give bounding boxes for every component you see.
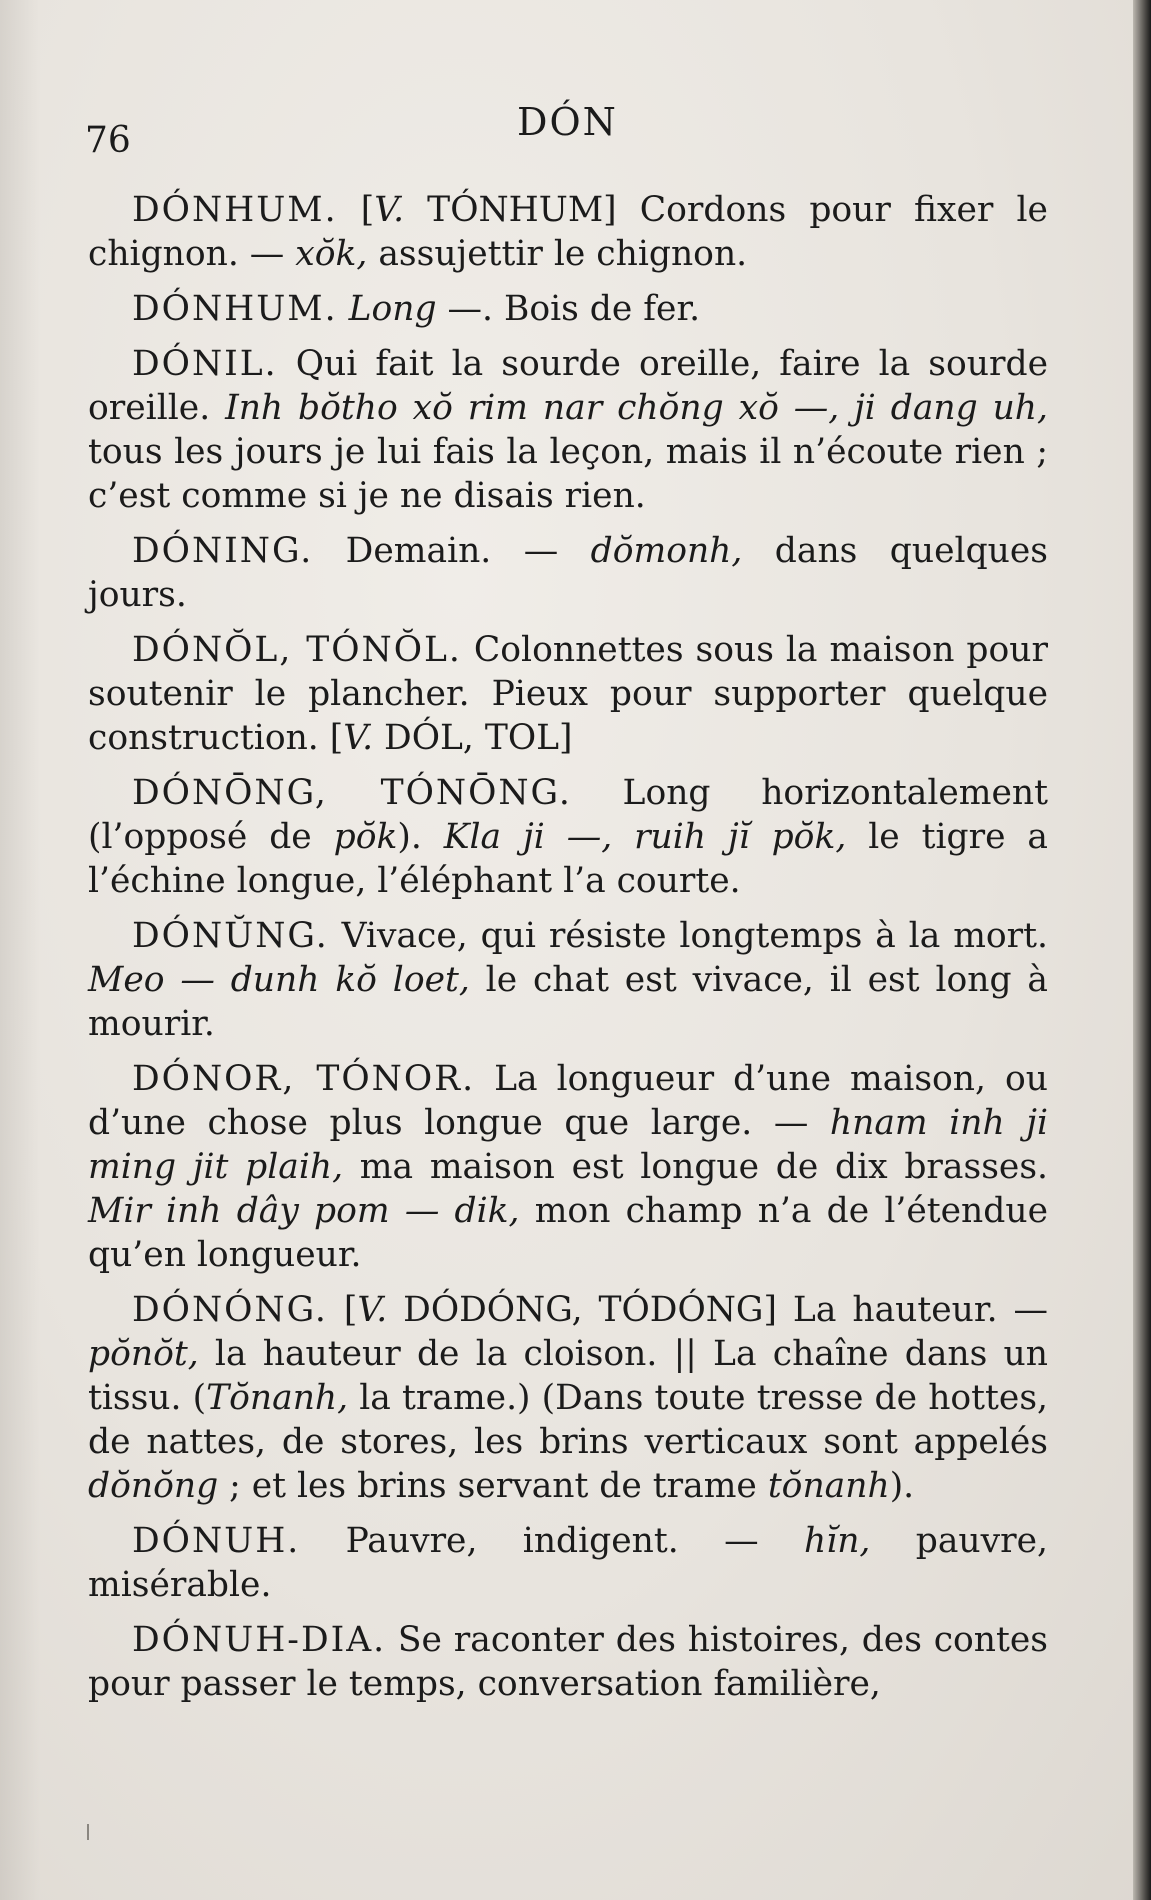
- entry-italic-text: V.: [343, 718, 374, 758]
- entry-text: Vivace, qui résiste longtemps à la mort.: [328, 916, 1048, 956]
- entry-italic-text: pŏk: [333, 817, 398, 857]
- entry-text: ma maison est longue de dix brasses.: [343, 1147, 1048, 1187]
- entry-italic-text: hĭn,: [803, 1521, 871, 1561]
- entry-text: DÓDÓNG, TÓDÓNG] La hauteur. —: [387, 1290, 1048, 1330]
- dictionary-entry: [88, 628, 1048, 760]
- entry-text: Long horizontalement (l’opposé de: [88, 773, 1048, 857]
- book-spine-shadow: [1133, 0, 1151, 1900]
- page-number: 76: [85, 120, 131, 161]
- entry-headword: DÓNUH.: [132, 1521, 301, 1561]
- entry-text: Demain. —: [313, 531, 591, 571]
- page-header: [85, 92, 1045, 161]
- entry-text: —. Bois de fer.: [436, 289, 701, 329]
- entry-headword: DÓNHUM.: [132, 289, 338, 329]
- entry-headword: DÓNŎL, TÓNŎL.: [132, 630, 462, 670]
- entry-headword: DÓNIL.: [132, 344, 278, 384]
- entry-text: mon champ n’a de l’étendue qu’en longueur.: [88, 1191, 1048, 1275]
- entry-italic-text: Long: [348, 289, 437, 329]
- dictionary-entry: [88, 1618, 1048, 1706]
- dictionary-entry: [88, 287, 1048, 331]
- dictionary-entry: [88, 1288, 1048, 1508]
- entry-text: Pauvre, indigent. —: [300, 1521, 804, 1561]
- entry-headword: DÓNING.: [132, 531, 314, 571]
- entry-italic-text: V.: [374, 190, 405, 230]
- dictionary-entry: [88, 914, 1048, 1046]
- entry-text: [: [337, 190, 375, 230]
- entry-text: tous les jours je lui fais la leçon, mais il n’écoute rien ; c’est comme si je ne disais rien.: [88, 432, 1048, 516]
- entry-text: [: [327, 1290, 358, 1330]
- entry-headword: DÓNŌNG, TÓNŌNG.: [132, 773, 572, 813]
- entry-italic-text: dŏmonh,: [590, 531, 743, 571]
- entry-text: ; et les brins servant de trame: [218, 1466, 768, 1506]
- entry-headword: DÓNÓNG.: [132, 1290, 328, 1330]
- entry-italic-text: hnam inh ji ming jit plaih,: [88, 1103, 1048, 1187]
- entry-text: le chat est vivace, il est long à mourir.: [88, 960, 1048, 1044]
- entry-headword: DÓNHUM.: [132, 190, 338, 230]
- entry-text: assujettir le chignon.: [367, 234, 748, 274]
- entry-italic-text: dŏnŏng: [88, 1466, 219, 1506]
- entry-text: [338, 289, 349, 329]
- page-mark: [87, 1824, 89, 1840]
- entry-text: Se raconter des histoires, des contes pour passer le temps, conversation familière,: [88, 1620, 1048, 1704]
- entry-text: la trame.) (Dans toute tresse de hottes, de nattes, de stores, les brins verticaux sont appelés: [88, 1378, 1048, 1462]
- entry-text: la hauteur de la cloison. || La chaîne dans un tissu. (: [88, 1334, 1048, 1418]
- entry-text: le tigre a l’échine longue, l’éléphant l’a courte.: [88, 817, 1048, 901]
- entry-italic-text: Inh bŏtho xŏ rim nar chŏng xŏ —, ji dang uh,: [225, 388, 1048, 428]
- entry-text: Qui fait la sourde oreille, faire la sourde oreille.: [88, 344, 1048, 428]
- entry-italic-text: xŏk,: [295, 234, 368, 274]
- entry-italic-text: Mir inh dây pom — dik,: [88, 1191, 520, 1231]
- entry-italic-text: V.: [357, 1290, 388, 1330]
- entry-italic-text: Meo — dunh kŏ loet,: [88, 960, 470, 1000]
- entry-text: DÓL, TOL]: [373, 718, 573, 758]
- entry-text: TÓNHUM] Cordons pour fixer le chignon. —: [88, 190, 1048, 274]
- entry-italic-text: tŏnanh: [767, 1466, 890, 1506]
- entry-headword: DÓNŬNG.: [132, 916, 329, 956]
- dictionary-entry: [88, 529, 1048, 617]
- dictionary-entry: [88, 342, 1048, 518]
- entry-italic-text: Kla ji —, ruih jĭ pŏk,: [443, 817, 847, 857]
- entry-headword: DÓNUH-DIA.: [132, 1620, 387, 1660]
- dictionary-entries: [88, 188, 1048, 1717]
- entry-text: ).: [889, 1466, 915, 1506]
- dictionary-entry: [88, 1057, 1048, 1277]
- entry-italic-text: pŏnŏt,: [88, 1334, 199, 1374]
- entry-text: pauvre, misérable.: [88, 1521, 1048, 1605]
- dictionary-entry: [88, 1519, 1048, 1607]
- entry-text: La longueur d’une maison, ou d’une chose plus longue que large. —: [88, 1059, 1048, 1143]
- entry-text: Colonnettes sous la maison pour soutenir le plancher. Pieux pour supporter quelque construction. [: [88, 630, 1048, 758]
- entry-text: dans quelques jours.: [88, 531, 1048, 615]
- dictionary-entry: [88, 771, 1048, 903]
- entry-italic-text: Tŏnanh,: [206, 1378, 349, 1418]
- dictionary-entry: [88, 188, 1048, 276]
- entry-headword: DÓNOR, TÓNOR.: [132, 1059, 476, 1099]
- running-head: DÓN: [517, 100, 618, 144]
- entry-text: ).: [397, 817, 444, 857]
- page-left-shadow: [0, 0, 40, 1900]
